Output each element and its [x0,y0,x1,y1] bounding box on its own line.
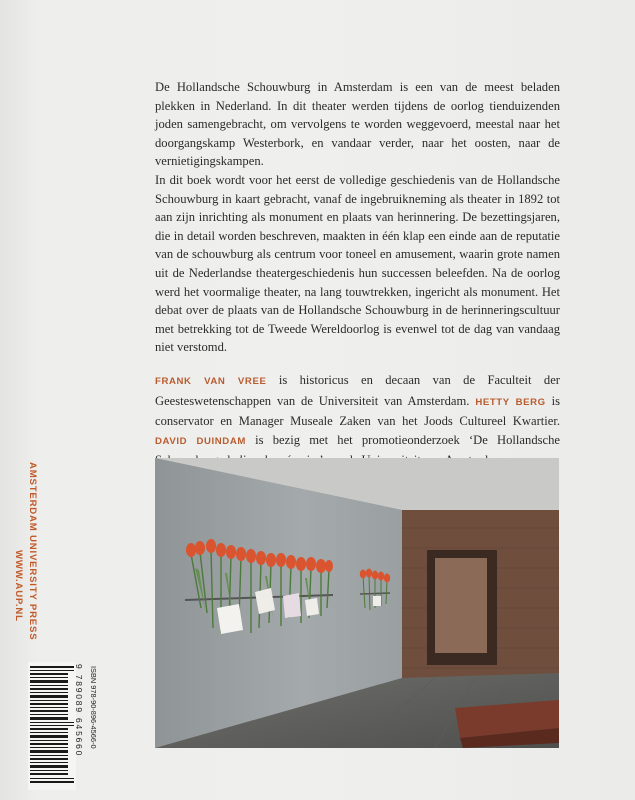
memorial-photo-illustration [155,458,559,748]
blurb-paragraph-2: In dit boek wordt voor het eerst de volledige geschiedenis van de Hollandsche Schouwburg in kaart gebracht, vanaf de ingebruikneming als theater in 1892 tot aan zijn inrichting als monument en plaats van herinnering. De bezettingsjaren, die in detail worden beschreven, maakten in één klap een einde aan de reputatie van de schouwburg als centrum voor toneel en amusement, waarin grote namen uit de Nederlandse theatergeschiedenis hun successen beleefden. Na de oorlog werd het voormalige theater, na lang touwtrekken, ingericht als monument. Het debat over de plaats van de Hollandsche Schouwburg in de herinneringscultuur met betrekking tot de Tweede Wereldoorlog is evenwel tot de dag van vandaag niet verstomd. [155,172,560,355]
author-name-frank-van-vree: FRANK VAN VREE [155,375,267,387]
spine-publisher [13,462,46,641]
author-name-hetty-berg: HETTY BERG [475,396,546,408]
publisher-url: WWW.AUP.NL [13,550,24,622]
blurb-paragraph-1: De Hollandsche Schouwburg in Amsterdam is een van de meest beladen plekken in Nederland. In dit theater werden tijdens de oorlog tienduizenden joden samengebracht, om vervolgens te worden weggevoerd, meestal naar het doorgangskamp Westerbork, en vandaar verder, naar het oosten, naar de vernietigingskampen. [155,80,560,169]
bio-text-2: is conservator en Manager Museale Zaken van het Joods Cultureel Kwartier. [155,393,560,429]
memorial-photo [155,458,559,748]
author-name-david-duindam: DAVID DUINDAM [155,435,246,447]
blurb-text [155,78,560,470]
barcode [28,662,103,790]
bio-text-3: is bezig met het promotieonderzoek ‘De Hollandsche [255,432,560,447]
isbn-number: ISBN 978-90-896-4566-0 [89,666,98,749]
publisher-name: AMSTERDAM UNIVERSITY PRESS [27,462,38,641]
bio-text-1: is historicus en decaan van de Faculteit der Geesteswetenschappen van de Universiteit van Amsterdam. [155,372,560,408]
author-bio [155,371,560,470]
barcode-digits: 9 789089 645660 [74,664,84,758]
barcode-bars [28,662,76,790]
barcode-icon [28,662,76,790]
